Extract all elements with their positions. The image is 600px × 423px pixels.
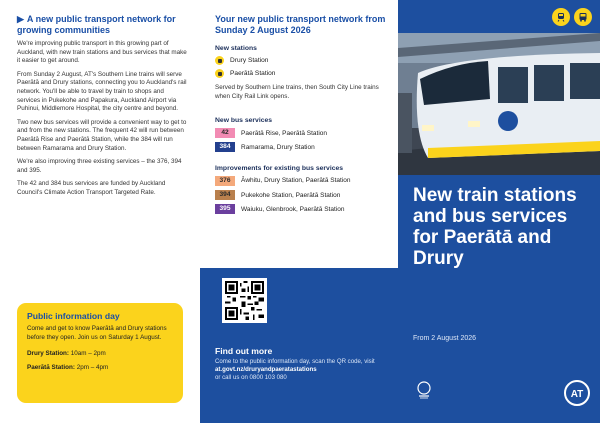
improvements-paragraph: We're also improving three existing services – the 376, 394 and 395. — [17, 158, 182, 174]
intro-paragraph: We're improving public transport in this growing part of Auckland, with new train stations and bus services that make it easier to get around. — [17, 40, 187, 65]
funding-paragraph: The 42 and 384 bus services are funded by Auckland Council's Climate Action Transport Targeted Rate. — [17, 180, 166, 196]
train-photo — [398, 33, 600, 175]
info-day-box — [17, 303, 183, 403]
route-item: 42 Paerātā Rise, Paerātā Station — [215, 128, 388, 138]
route-badge: 394 — [215, 190, 235, 200]
station-item: Drury Station — [215, 56, 388, 65]
find-out-more-text: Come to the public information day, scan the QR code, visit at.govt.nz/druryandpaeratastations or call us on 0800 103 080 — [215, 358, 375, 382]
svg-text:AT: AT — [570, 389, 584, 400]
info-day-title: Public information day — [27, 311, 120, 321]
cover-panel — [398, 0, 600, 423]
station-item: Paerātā Station — [215, 69, 388, 78]
network-heading: ▶ A new public transport network for growing communities — [17, 14, 176, 35]
bus-paragraph: Two new bus services will provide a convenient way to get to and from the new stations. The frequent 42 will run between Paerātā Rise and Paerātā Station, while the 384 will run between Ramarama and Drury Station. — [17, 118, 187, 152]
train-icon — [215, 56, 224, 65]
cover-headline: New train stations and bus services for Paerātā and Drury — [413, 185, 577, 269]
at-logo — [564, 380, 590, 411]
trains-paragraph: From Sunday 2 August, AT's Southern Line trains will serve Paerātā and Drury stations, connecting you to Auckland's rail network. You'll be able to travel by train to shops and services in Pukekohe and Papakura, Auckland Airport via Puhinui, Middlemore Hospital, the city centre and beyond. — [17, 70, 187, 113]
bus-icon — [574, 8, 592, 26]
route-item: 394 Pukekohe Station, Paerātā Station — [215, 190, 388, 200]
train-icon — [552, 8, 570, 26]
middle-panel — [200, 0, 398, 423]
new-bus-label: New bus services — [215, 117, 273, 125]
government-crest-icon — [414, 380, 434, 405]
train-icon — [215, 69, 224, 78]
new-stations-label: New stations — [215, 45, 257, 52]
route-item: 384 Ramarama, Drury Station — [215, 142, 388, 152]
route-badge: 395 — [215, 204, 235, 214]
improvements-label: Improvements for existing bus services — [215, 165, 344, 173]
route-item: 395 Waiuku, Glenbrook, Paerātā Station — [215, 204, 388, 214]
route-badge: 384 — [215, 142, 235, 152]
route-item: 376 Āwhitu, Drury Station, Paerātā Station — [215, 176, 388, 186]
stations-note: Served by Southern Line trains, then South City Line trains when City Rail Link opens. — [215, 84, 379, 100]
route-badge: 42 — [215, 128, 235, 138]
find-out-more-title: Find out more — [215, 346, 273, 356]
info-day-text: Come and get to know Paerātā and Drury stations before they open. Join us on Saturday 1 August. — [27, 325, 167, 341]
route-badge: 376 — [215, 176, 235, 186]
qr-code[interactable] — [222, 278, 267, 323]
drury-time-row: Drury Station: 10am – 2pm — [27, 349, 106, 357]
cover-date: From 2 August 2026 — [413, 335, 477, 342]
network-date-heading: Your new public transport network from Sunday 2 August 2026 — [215, 14, 386, 35]
paerata-time-row: Paerātā Station: 2pm – 4pm — [27, 363, 109, 371]
find-out-more-section — [200, 268, 398, 423]
arrow-icon: ▶ — [17, 14, 24, 24]
website-link[interactable]: at.govt.nz/druryandpaeratastations — [215, 366, 317, 374]
transport-icons — [552, 8, 592, 26]
